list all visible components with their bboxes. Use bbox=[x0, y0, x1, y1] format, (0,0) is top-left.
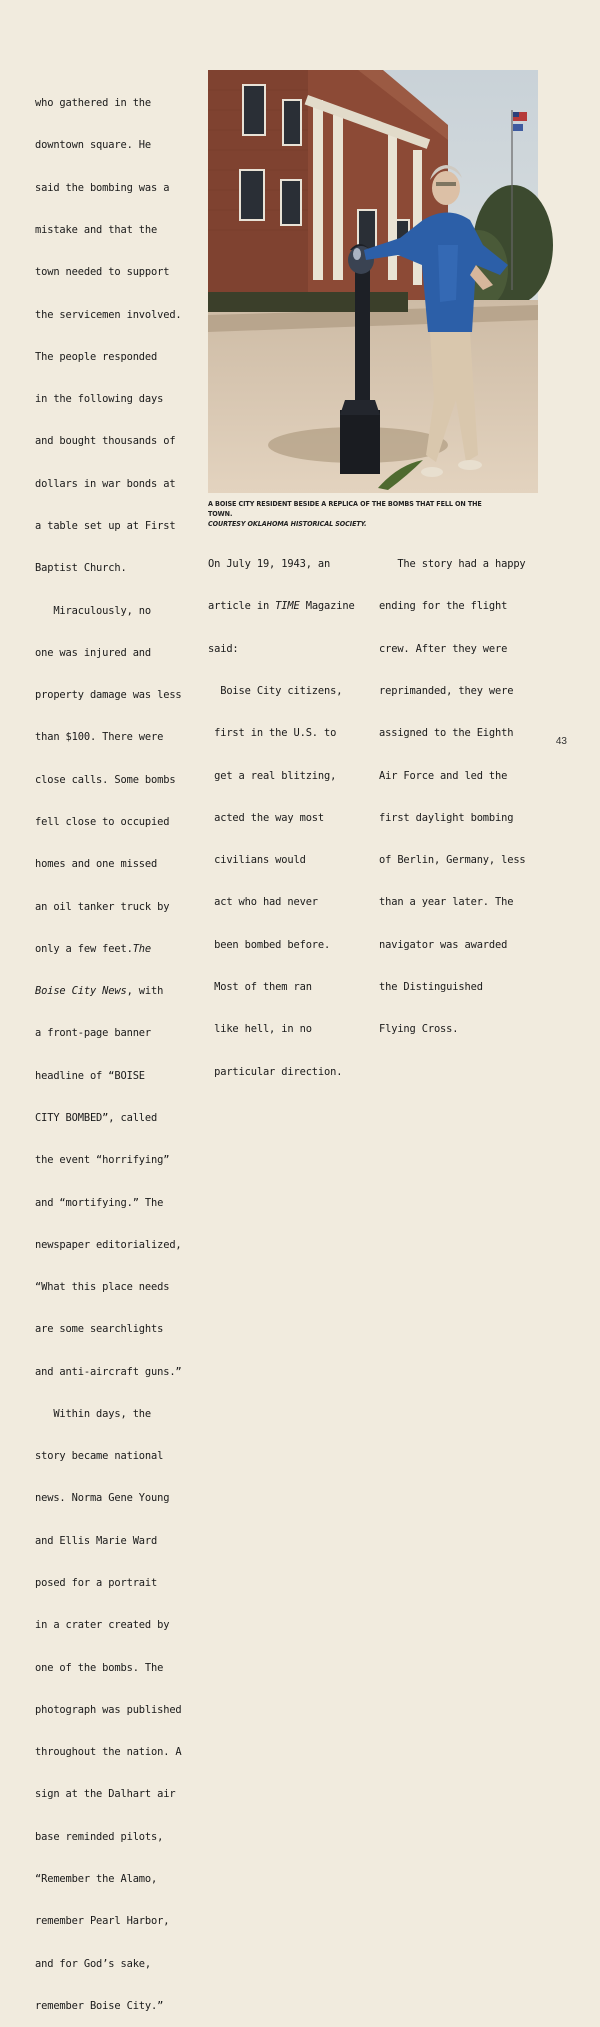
text-line: fell close to occupied bbox=[35, 815, 170, 828]
left-text-column bbox=[35, 68, 205, 2027]
quote-line: act who had never bbox=[208, 896, 318, 909]
text-line: and bought thousands of bbox=[35, 435, 176, 448]
text-line: headline of “BOISE bbox=[35, 1069, 145, 1082]
text-line: close calls. Some bombs bbox=[35, 773, 176, 786]
text-fragment: , with bbox=[126, 985, 164, 998]
text-line: than $100. There were bbox=[35, 731, 164, 744]
text-line: mistake and that the bbox=[35, 224, 158, 237]
text-line: remember Boise City.” bbox=[35, 1999, 164, 2012]
text-line: the Distinguished bbox=[379, 981, 483, 993]
text-line: and “mortifying.” The bbox=[35, 1196, 164, 1209]
text-line: the servicemen involved. bbox=[35, 308, 182, 321]
text-line: newspaper editorialized, bbox=[35, 1238, 182, 1251]
photo-illustration bbox=[208, 70, 538, 493]
text-line: navigator was awarded bbox=[379, 938, 508, 951]
text-line: and Ellis Marie Ward bbox=[35, 1534, 158, 1547]
text-line: and anti-aircraft guns.” bbox=[35, 1365, 182, 1378]
page-number: 43 bbox=[555, 736, 567, 747]
text-line: CITY BOMBED”, called bbox=[35, 1111, 158, 1124]
text-line: a table set up at First bbox=[35, 520, 176, 532]
quote-line: acted the way most bbox=[208, 811, 325, 824]
magazine-title: TIME bbox=[275, 600, 300, 613]
text-line: one was injured and bbox=[35, 646, 152, 659]
text-line: crew. After they were bbox=[379, 642, 508, 655]
text-line: Baptist Church. bbox=[35, 562, 127, 575]
text-line: of Berlin, Germany, less bbox=[379, 854, 526, 867]
quote-line: Boise City citizens, bbox=[208, 685, 343, 698]
photo-credit: COURTESY OKLAHOMA HISTORICAL SOCIETY. bbox=[208, 519, 367, 528]
text-line: the event “horrifying” bbox=[35, 1154, 170, 1167]
text-line: town needed to support bbox=[35, 266, 170, 279]
text-line: posed for a portrait bbox=[35, 1577, 158, 1590]
text-line: ending for the flight bbox=[379, 600, 508, 613]
text-line: remember Pearl Harbor, bbox=[35, 1915, 170, 1928]
text-line bbox=[35, 984, 205, 998]
text-line: one of the bombs. The bbox=[35, 1661, 164, 1674]
newspaper-title-the: The bbox=[132, 942, 158, 955]
text-line: “Remember the Alamo, bbox=[35, 1873, 158, 1885]
text-line: said: bbox=[208, 642, 239, 655]
right-text-column bbox=[379, 529, 544, 1050]
text-line: The story had a happy bbox=[379, 558, 526, 571]
text-line: and for God’s sake, bbox=[35, 1957, 152, 1970]
text-line bbox=[208, 599, 368, 613]
text-line bbox=[35, 942, 205, 956]
text-fragment: article in bbox=[208, 600, 276, 613]
text-line: in the following days bbox=[35, 393, 164, 406]
text-line: story became national bbox=[35, 1450, 164, 1463]
text-line: dollars in war bonds at bbox=[35, 477, 176, 490]
text-line: downtown square. He bbox=[35, 139, 152, 152]
middle-text-column bbox=[208, 529, 368, 1093]
text-line: an oil tanker truck by bbox=[35, 900, 170, 913]
text-line: “What this place needs bbox=[35, 1281, 170, 1294]
text-fragment: Magazine bbox=[299, 600, 355, 613]
text-line: Miraculously, no bbox=[35, 604, 152, 617]
text-line: base reminded pilots, bbox=[35, 1830, 164, 1843]
text-line: a front-page banner bbox=[35, 1027, 152, 1040]
newspaper-title: Boise City News bbox=[35, 985, 127, 998]
text-line: The people responded bbox=[35, 350, 158, 363]
text-line: Flying Cross. bbox=[379, 1023, 459, 1036]
quote-line: been bombed before. bbox=[208, 938, 331, 951]
text-line: in a crater created by bbox=[35, 1619, 170, 1632]
text-line: Air Force and led the bbox=[379, 769, 508, 782]
text-line: than a year later. The bbox=[379, 896, 514, 909]
text-line: On July 19, 1943, an bbox=[208, 558, 331, 571]
text-line: are some searchlights bbox=[35, 1323, 164, 1336]
caption-text: A BOISE CITY RESIDENT BESIDE A REPLICA OF THE BOMBS THAT FELL ON THE TOWN. bbox=[208, 499, 482, 518]
photo-caption bbox=[208, 499, 498, 529]
quote-line: first in the U.S. to bbox=[208, 727, 337, 740]
quote-line: like hell, in no bbox=[208, 1023, 312, 1036]
quote-line: civilians would bbox=[208, 854, 306, 867]
text-line: sign at the Dalhart air bbox=[35, 1788, 176, 1801]
text-line: who gathered in the bbox=[35, 97, 152, 110]
text-line: throughout the nation. A bbox=[35, 1746, 182, 1759]
text-line: photograph was published bbox=[35, 1703, 182, 1716]
text-fragment: only a few feet. bbox=[35, 942, 133, 955]
historical-photo bbox=[208, 70, 538, 493]
text-line: news. Norma Gene Young bbox=[35, 1492, 170, 1505]
text-line: reprimanded, they were bbox=[379, 685, 514, 698]
text-line: first daylight bombing bbox=[379, 811, 514, 824]
text-line: Within days, the bbox=[35, 1407, 152, 1420]
text-line: property damage was less bbox=[35, 689, 182, 702]
quote-line: Most of them ran bbox=[208, 981, 312, 993]
quote-line: particular direction. bbox=[208, 1065, 343, 1078]
quote-line: get a real blitzing, bbox=[208, 769, 337, 782]
text-line: assigned to the Eighth bbox=[379, 727, 514, 740]
text-line: homes and one missed bbox=[35, 858, 158, 871]
text-line: said the bombing was a bbox=[35, 181, 170, 194]
